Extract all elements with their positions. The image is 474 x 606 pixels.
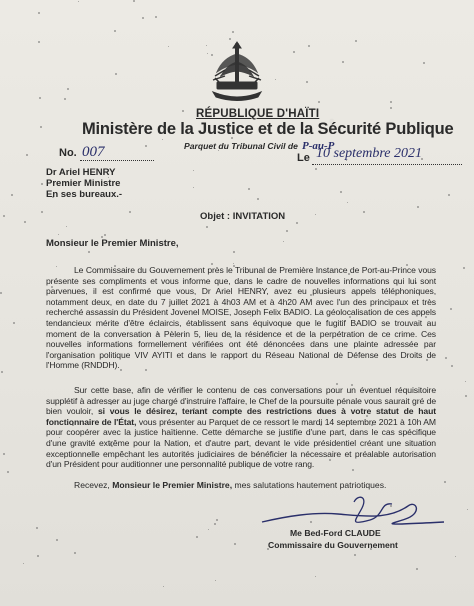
paper-speck bbox=[416, 568, 418, 570]
recipient-name: Dr Ariel HENRY bbox=[46, 167, 116, 178]
paper-speck bbox=[196, 536, 198, 538]
greeting: Monsieur le Premier Ministre, bbox=[46, 238, 179, 249]
paper-speck bbox=[257, 198, 259, 200]
recipient-location: En ses bureaux.- bbox=[46, 189, 123, 200]
paper-speck bbox=[233, 263, 234, 264]
paper-speck bbox=[216, 519, 218, 521]
paper-speck bbox=[129, 211, 131, 213]
closing-address: Monsieur le Premier Ministre, bbox=[112, 480, 233, 490]
paper-speck bbox=[145, 145, 147, 147]
paper-speck bbox=[347, 202, 348, 203]
paper-speck bbox=[465, 395, 467, 397]
paper-speck bbox=[78, 1, 79, 2]
paper-speck bbox=[354, 554, 356, 556]
paper-speck bbox=[315, 168, 317, 170]
number-label: No. bbox=[59, 147, 77, 159]
closing-suffix: mes salutations hautement patriotiques. bbox=[234, 480, 387, 490]
paper-speck bbox=[162, 139, 163, 140]
paper-speck bbox=[342, 61, 344, 63]
paper-speck bbox=[0, 292, 2, 294]
paper-speck bbox=[293, 51, 295, 53]
paper-speck bbox=[11, 194, 13, 196]
paper-speck bbox=[13, 322, 15, 324]
paper-speck bbox=[363, 211, 365, 213]
paper-speck bbox=[163, 586, 164, 587]
signatory-name: Me Bed-Ford CLAUDE bbox=[290, 528, 381, 538]
paper-speck bbox=[36, 527, 38, 529]
paper-speck bbox=[64, 98, 66, 100]
republic-heading: RÉPUBLIQUE D'HAÏTI bbox=[196, 108, 320, 120]
paper-speck bbox=[133, 0, 135, 2]
paper-speck bbox=[38, 12, 40, 14]
paper-speck bbox=[39, 97, 41, 99]
paper-speck bbox=[38, 41, 40, 43]
paper-speck bbox=[390, 101, 392, 103]
paper-speck bbox=[7, 471, 9, 473]
paper-speck bbox=[423, 62, 425, 64]
paper-speck bbox=[23, 563, 24, 564]
paper-speck bbox=[3, 215, 5, 217]
body-paragraph-2-emphasis: si vous le désirez, tenant compte des restrictions dues à votre statut de haut fonctionnaire de l'État, bbox=[46, 406, 436, 427]
paper-speck bbox=[248, 188, 250, 190]
paper-speck bbox=[193, 187, 194, 188]
closing-line bbox=[46, 480, 436, 491]
paper-speck bbox=[3, 453, 5, 455]
paper-speck bbox=[467, 509, 468, 510]
paper-speck bbox=[66, 226, 67, 227]
paper-speck bbox=[463, 267, 465, 269]
parquet-handwritten: P-au-P bbox=[301, 140, 335, 152]
paper-speck bbox=[315, 214, 316, 215]
paper-speck bbox=[58, 234, 59, 235]
paper-speck bbox=[308, 45, 310, 47]
paper-speck bbox=[40, 126, 42, 128]
date-line bbox=[312, 164, 462, 165]
paper-speck bbox=[296, 222, 298, 224]
coat-of-arms-emblem bbox=[207, 40, 267, 104]
paper-speck bbox=[286, 230, 288, 232]
closing-prefix: Recevez, bbox=[74, 480, 110, 490]
paper-speck bbox=[445, 357, 447, 359]
paper-speck bbox=[283, 241, 284, 242]
paper-speck bbox=[417, 206, 419, 208]
paper-speck bbox=[37, 555, 39, 557]
paper-speck bbox=[451, 365, 453, 367]
paper-speck bbox=[233, 251, 235, 253]
paper-speck bbox=[455, 556, 456, 557]
ministry-heading: Ministère de la Justice et de la Sécurité Publique bbox=[82, 120, 454, 138]
paper-speck bbox=[206, 226, 208, 228]
paper-speck bbox=[275, 79, 276, 80]
paper-speck bbox=[390, 107, 392, 109]
paper-speck bbox=[74, 552, 76, 554]
paper-speck bbox=[315, 576, 316, 577]
paper-speck bbox=[465, 381, 466, 382]
paper-speck bbox=[155, 16, 157, 18]
parquet-label: Parquet du Tribunal Civil de bbox=[184, 141, 298, 151]
paper-speck bbox=[340, 191, 342, 193]
date-label: Le bbox=[297, 152, 310, 164]
paper-speck bbox=[232, 31, 234, 33]
paper-speck bbox=[208, 529, 209, 530]
paper-speck bbox=[450, 308, 452, 310]
paper-speck bbox=[215, 580, 216, 581]
recipient-title: Premier Ministre bbox=[46, 178, 121, 189]
paper-speck bbox=[306, 81, 308, 83]
subject-line: Objet : INVITATION bbox=[200, 211, 286, 222]
body-paragraph-2-start: Sur cette base, afin de vérifier le contenu de ces conversations pour un éventuel réquisitoire supplétif à adresser au juge chargé d'instruire l'affaire, le Chef de la poursuite pénale vous saurait gré de bien vouloir, bbox=[46, 385, 436, 417]
paper-speck bbox=[214, 523, 216, 525]
date-handwritten: 10 septembre 2021 bbox=[316, 146, 423, 161]
body-paragraph-2 bbox=[46, 385, 436, 470]
paper-speck bbox=[444, 481, 446, 483]
paper-speck bbox=[168, 46, 169, 47]
paper-speck bbox=[318, 101, 320, 103]
body-paragraph-2-end: vous présenter au Parquet de ce ressort le mardi 14 septembre 2021 à 10h AM pour coopérer avec la justice haïtienne. Cette démarche se justifie d'une part, dans le cas spécifique d'une gravité extrême pour la Nation, et d'autre part, devant le vide présidentiel créant une situation exceptionnelle empêchant les autorités judiciaires de bénéficier la nécessaire et préalable autorisation d'un Président pour auditionner une personnalité publique de votre rang. bbox=[46, 416, 436, 470]
paper-speck bbox=[56, 539, 58, 541]
paper-speck bbox=[26, 154, 28, 156]
paper-speck bbox=[142, 17, 144, 19]
parquet-line bbox=[184, 140, 334, 152]
body-paragraph-1: Le Commissaire du Gouvernement près le Tribunal de Première Instance de Port-au-Prince vous présente ses compliments et vous informe que, dans le cadre de nouvelles informations qui lui sont parvenues, il est confirmé que vous, Dr Ariel HENRY, avez eu plusieurs appels téléphoniques, notamment deux, en date du 7 juillet 2021 à 4h03 AM et à 4h20 AM avec l'un des principaux et très recherché assassin du Président Jovenel MOISE, Joseph Felix BADIO. La géolocalisation de ces appels tendancieux mérite d'être éclaircis, établissent sans équivoque que le fugitif BADIO se trouvait au moment de la conversation à Pèlerin 5, lieu de la résidence et de la perpétration de ce crime. Ces nouvelles informations formellement vérifiées ont été dénoncées dans une plainte adressée par l'organisation politique VIV AYITI et dans le rapport du Réseau National de Défense des Droits de l'Homme (RNDDH). bbox=[46, 265, 436, 371]
paper-speck bbox=[41, 183, 43, 185]
paper-speck bbox=[41, 211, 43, 213]
paper-speck bbox=[67, 88, 69, 90]
signatory-title: Commissaire du Gouvernement bbox=[268, 540, 398, 550]
paper-speck bbox=[24, 221, 26, 223]
paper-speck bbox=[88, 251, 90, 253]
paper-speck bbox=[448, 194, 450, 196]
paper-speck bbox=[114, 30, 116, 32]
number-line bbox=[80, 160, 154, 161]
paper-speck bbox=[234, 543, 236, 545]
paper-speck bbox=[355, 40, 357, 42]
number-handwritten: 007 bbox=[82, 144, 105, 160]
handwritten-signature bbox=[258, 492, 448, 532]
paper-speck bbox=[1, 371, 3, 373]
paper-speck bbox=[182, 110, 184, 112]
paper-speck bbox=[104, 234, 106, 236]
paper-speck bbox=[115, 73, 117, 75]
paper-speck bbox=[193, 170, 194, 171]
